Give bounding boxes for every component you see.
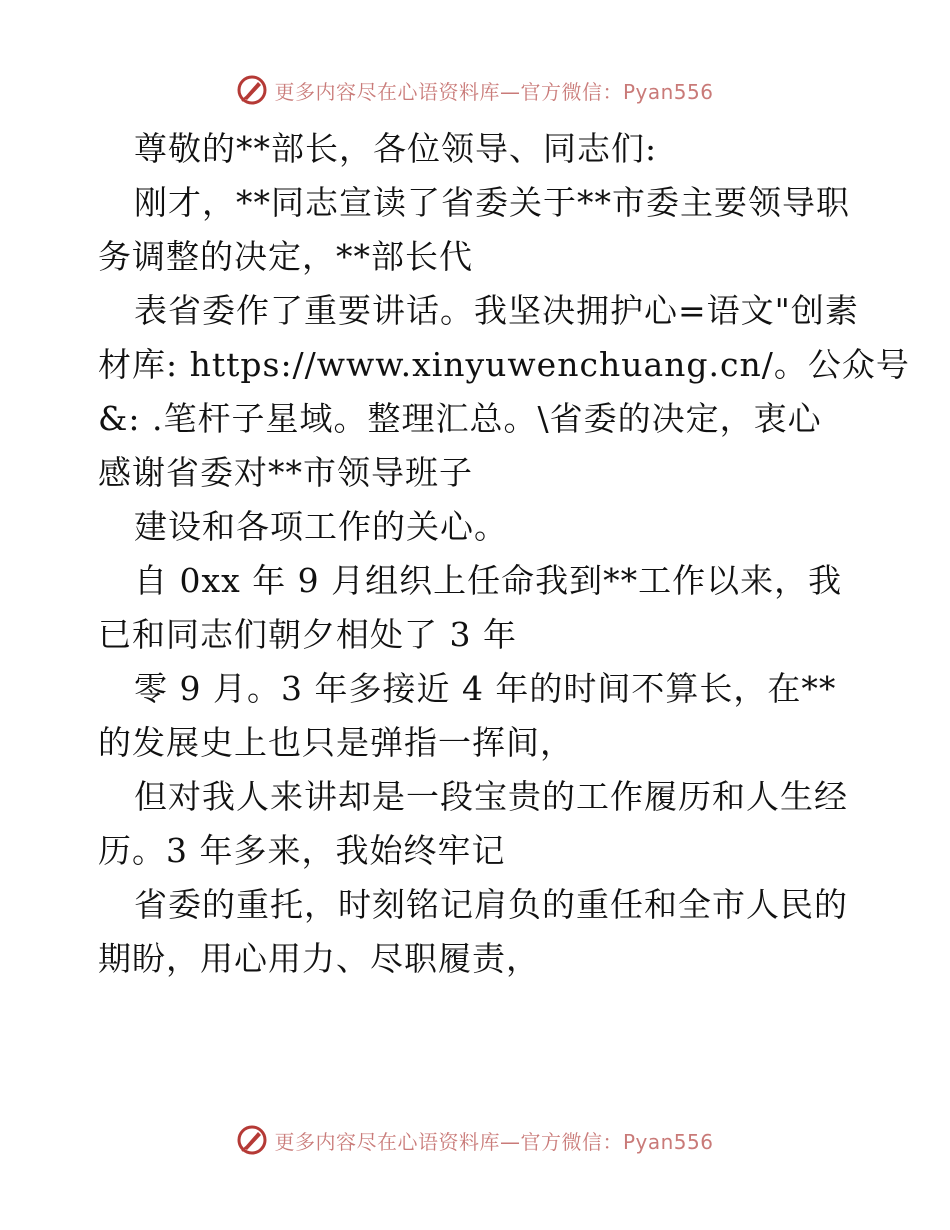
banner-text: 更多内容尽在心语资料库—官方微信：Pyan556	[274, 1129, 714, 1154]
paragraph-line: 自 0xx 年 9 月组织上任命我到**工作以来，我	[134, 561, 843, 600]
banner-text: 更多内容尽在心语资料库—官方微信：Pyan556	[274, 79, 714, 104]
paragraph-line: 历。3 年多来，我始终牢记	[98, 831, 506, 870]
paragraph-line: 材库: https://www.xinyuwenchuang.cn/。公众号	[98, 345, 910, 384]
paragraph-line: 的发展史上也只是弹指一挥间，	[98, 723, 574, 762]
paragraph-line: 尊敬的**部长，各位领导、同志们:	[134, 129, 658, 168]
paragraph-line: 务调整的决定，**部长代	[98, 237, 473, 276]
paragraph-line: 表省委作了重要讲话。我坚决拥护心=语文"创素	[134, 291, 859, 330]
header-banner	[0, 70, 950, 110]
paragraph-line: 刚才，**同志宣读了省委关于**市委主要领导职	[134, 183, 850, 222]
paragraph-line: 感谢省委对**市领导班子	[98, 453, 473, 492]
quill-logo-icon	[236, 74, 268, 106]
paragraph-line: 零 9 月。3 年多接近 4 年的时间不算长，在**	[134, 669, 837, 708]
paragraph-line: 已和同志们朝夕相处了 3 年	[98, 615, 517, 654]
quill-logo-icon	[236, 1124, 268, 1156]
paragraph-line: 但对我人来讲却是一段宝贵的工作履历和人生经	[134, 777, 848, 816]
paragraph-line: 期盼，用心用力、尽职履责，	[98, 939, 540, 978]
paragraph-line: &: .笔杆子星域。整理汇总。\省委的决定，衷心	[98, 399, 822, 438]
document-body	[98, 122, 910, 986]
paragraph-line: 省委的重托，时刻铭记肩负的重任和全市人民的	[134, 885, 848, 924]
paragraph-line: 建设和各项工作的关心。	[134, 507, 508, 546]
footer-banner	[0, 1120, 950, 1160]
